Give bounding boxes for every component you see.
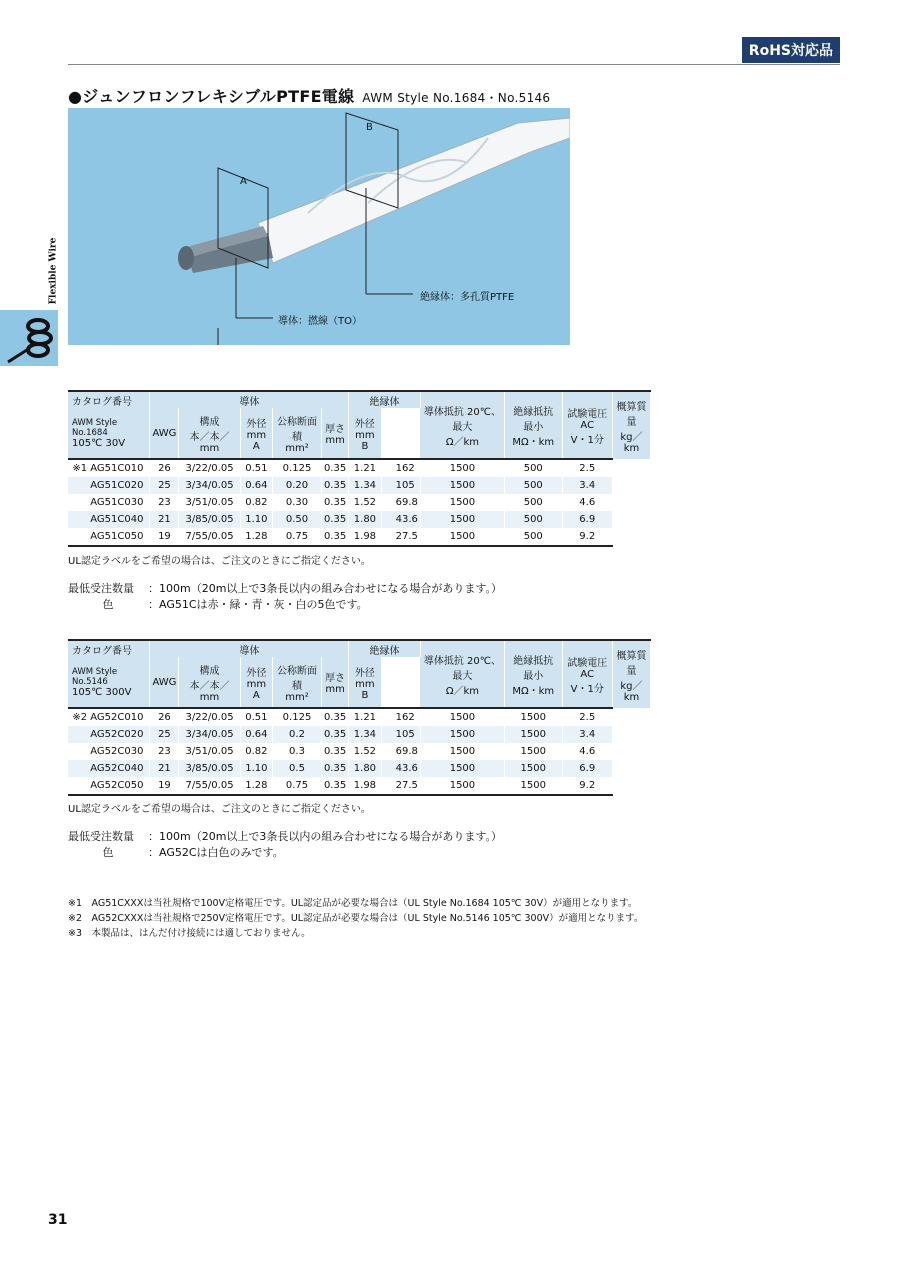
cell-ins: 1500 <box>420 494 504 511</box>
cell-awg: 23 <box>150 494 179 511</box>
cell-volt: 1500 <box>504 777 562 795</box>
cell-awg: 21 <box>150 511 179 528</box>
cell-ins: 1500 <box>420 528 504 546</box>
cell-constr: 3/22/0.05 <box>179 708 240 726</box>
header-od2: 外径 mm B <box>349 657 381 708</box>
cell-ins: 1500 <box>420 511 504 528</box>
header-awg: AWG <box>150 408 179 459</box>
cell-volt: 500 <box>504 528 562 546</box>
header-resistance: 導体抵抗 20℃、最大 Ω／km <box>420 391 504 459</box>
header-od: 外径 mm A <box>240 657 272 708</box>
cell-od: 0.82 <box>240 743 272 760</box>
cell-cat: AG51C030 <box>68 494 150 511</box>
cell-mass: 2.5 <box>562 459 612 477</box>
header-catalog: カタログ番号 <box>68 640 150 657</box>
cell-mass: 3.4 <box>562 726 612 743</box>
header-resistance: 導体抵抗 20℃、最大 Ω／km <box>420 640 504 708</box>
table-row <box>68 708 651 726</box>
cell-constr: 3/85/0.05 <box>179 511 240 528</box>
cell-volt: 1500 <box>504 760 562 777</box>
page-number: 31 <box>48 1212 68 1228</box>
cell-res: 162 <box>381 708 420 726</box>
cell-thick: 0.35 <box>321 760 348 777</box>
header-catalog: カタログ番号 <box>68 391 150 408</box>
cell-volt: 1500 <box>504 726 562 743</box>
cell-mass: 9.2 <box>562 528 612 546</box>
cell-res: 162 <box>381 459 420 477</box>
cell-constr: 3/85/0.05 <box>179 760 240 777</box>
cell-volt: 500 <box>504 459 562 477</box>
cell-awg: 26 <box>150 708 179 726</box>
cell-volt: 1500 <box>504 708 562 726</box>
cell-thick: 0.35 <box>321 708 348 726</box>
cell-awg: 23 <box>150 743 179 760</box>
color-value: ：AG52Cは白色のみです。 <box>148 846 284 859</box>
cell-od: 0.51 <box>240 708 272 726</box>
cell-res: 105 <box>381 477 420 494</box>
table-row <box>68 477 651 494</box>
header-thickness: 厚さ mm <box>321 657 348 708</box>
footnotes <box>68 896 643 941</box>
cell-constr: 7/55/0.05 <box>179 777 240 795</box>
cell-thick: 0.35 <box>321 726 348 743</box>
wire-illustration <box>68 108 570 345</box>
header-insulation: 絶縁体 <box>349 640 421 657</box>
min-order-value: ：100m（20m以上で3条長以内の組み合わせになる場合があります。） <box>148 582 503 595</box>
cell-constr: 3/51/0.05 <box>179 494 240 511</box>
cell-thick: 0.35 <box>321 777 348 795</box>
cell-constr: 3/34/0.05 <box>179 726 240 743</box>
cell-volt: 500 <box>504 511 562 528</box>
cell-thick: 0.35 <box>321 528 348 546</box>
color-label: 色 <box>102 598 114 611</box>
cell-ins: 1500 <box>420 726 504 743</box>
header-rule <box>68 64 840 65</box>
cell-thick: 0.35 <box>321 477 348 494</box>
header-insulation: 絶縁体 <box>349 391 421 408</box>
cell-res: 69.8 <box>381 743 420 760</box>
cell-ins: 1500 <box>420 760 504 777</box>
footnote-2: ※2 AG52CXXXは当社規格で250V定格電圧です。UL認定品が必要な場合は（UL Style No.5146 105℃ 300V）が適用となります。 <box>68 913 644 924</box>
cell-area: 0.20 <box>273 477 322 494</box>
spec-table-1684 <box>68 390 651 547</box>
cell-od: 0.64 <box>240 726 272 743</box>
header-test-v: 試験電圧 AC V・1分 <box>562 640 612 708</box>
cell-od2: 1.34 <box>349 726 381 743</box>
cell-mass: 9.2 <box>562 777 612 795</box>
header-mass: 概算質量 kg／km <box>612 640 650 708</box>
cell-od2: 1.34 <box>349 477 381 494</box>
header-area: 公称断面積 mm² <box>273 408 322 459</box>
table-row <box>68 760 651 777</box>
cell-thick: 0.35 <box>321 511 348 528</box>
ul-note-1: UL認定ラベルをご希望の場合は、ご注文のときにご指定ください。 <box>68 556 371 567</box>
cell-od: 1.28 <box>240 528 272 546</box>
cell-mass: 4.6 <box>562 743 612 760</box>
insulation-label: 絶縁体：多孔質PTFE <box>420 292 515 303</box>
cell-volt: 1500 <box>504 743 562 760</box>
cell-res: 27.5 <box>381 777 420 795</box>
color-value: ：AG51Cは赤・緑・青・灰・白の5色です。 <box>148 598 368 611</box>
table-row <box>68 528 651 546</box>
cell-area: 0.5 <box>273 760 322 777</box>
cell-awg: 25 <box>150 726 179 743</box>
cell-res: 27.5 <box>381 528 420 546</box>
cell-awg: 19 <box>150 777 179 795</box>
header-ins-res: 絶縁抵抗 最小 MΩ・km <box>504 640 562 708</box>
table-row <box>68 494 651 511</box>
header-construction: 構成 本／本／mm <box>179 408 240 459</box>
conductor-label: 導体：撚線（TO） <box>278 316 362 327</box>
table-row <box>68 511 651 528</box>
cell-ins: 1500 <box>420 459 504 477</box>
title-main: ●ジュンフロンフレキシブルPTFE電線 <box>68 87 355 106</box>
cell-area: 0.75 <box>273 528 322 546</box>
cell-od: 0.82 <box>240 494 272 511</box>
cell-constr: 3/34/0.05 <box>179 477 240 494</box>
wire-coil-icon <box>0 310 58 366</box>
cell-mass: 6.9 <box>562 760 612 777</box>
order-info-2 <box>68 829 502 861</box>
footnote-1: ※1 AG51CXXXは当社規格で100V定格電圧です。UL認定品が必要な場合は（UL Style No.1684 105℃ 30V）が適用となります。 <box>68 898 638 909</box>
header-od2: 外径 mm B <box>349 408 381 459</box>
cell-mass: 4.6 <box>562 494 612 511</box>
order-info-1 <box>68 581 502 613</box>
cell-cat: AG51C040 <box>68 511 150 528</box>
cell-od2: 1.80 <box>349 760 381 777</box>
cell-ins: 1500 <box>420 477 504 494</box>
cell-area: 0.75 <box>273 777 322 795</box>
cell-od2: 1.98 <box>349 777 381 795</box>
spec-table-5146 <box>68 639 651 796</box>
ul-note-2: UL認定ラベルをご希望の場合は、ご注文のときにご指定ください。 <box>68 804 371 815</box>
cell-thick: 0.35 <box>321 459 348 477</box>
header-thickness: 厚さ mm <box>321 408 348 459</box>
cell-constr: 7/55/0.05 <box>179 528 240 546</box>
header-mass: 概算質量 kg／km <box>612 391 650 459</box>
table-row <box>68 777 651 795</box>
header-style: AWM Style No.1684 105℃ 30V <box>68 408 150 459</box>
cell-cat: ※1 AG51C010 <box>68 459 150 477</box>
cell-area: 0.2 <box>273 726 322 743</box>
cell-mass: 2.5 <box>562 708 612 726</box>
cell-thick: 0.35 <box>321 743 348 760</box>
cell-area: 0.50 <box>273 511 322 528</box>
color-label: 色 <box>102 846 114 859</box>
side-tab-label: Flexible Wire <box>48 237 59 305</box>
cell-res: 69.8 <box>381 494 420 511</box>
cell-ins: 1500 <box>420 708 504 726</box>
header-ins-res: 絶縁抵抗 最小 MΩ・km <box>504 391 562 459</box>
table-row <box>68 459 651 477</box>
cell-od2: 1.52 <box>349 743 381 760</box>
cell-area: 0.30 <box>273 494 322 511</box>
cell-constr: 3/51/0.05 <box>179 743 240 760</box>
cell-res: 43.6 <box>381 760 420 777</box>
header-awg: AWG <box>150 657 179 708</box>
cell-thick: 0.35 <box>321 494 348 511</box>
header-style: AWM Style No.5146 105℃ 300V <box>68 657 150 708</box>
cell-cat: AG51C050 <box>68 528 150 546</box>
cell-volt: 500 <box>504 477 562 494</box>
cell-ins: 1500 <box>420 777 504 795</box>
header-test-v: 試験電圧 AC V・1分 <box>562 391 612 459</box>
cell-awg: 25 <box>150 477 179 494</box>
label-b: B <box>366 122 373 133</box>
min-order-value: ：100m（20m以上で3条長以内の組み合わせになる場合があります。） <box>148 830 503 843</box>
header-construction: 構成 本／本／mm <box>179 657 240 708</box>
side-tab <box>40 236 62 306</box>
cell-ins: 1500 <box>420 743 504 760</box>
cell-cat: AG51C020 <box>68 477 150 494</box>
cell-od: 1.28 <box>240 777 272 795</box>
cell-awg: 26 <box>150 459 179 477</box>
cell-od2: 1.52 <box>349 494 381 511</box>
cell-area: 0.125 <box>273 459 322 477</box>
cell-cat: AG52C040 <box>68 760 150 777</box>
cell-od2: 1.21 <box>349 459 381 477</box>
cell-od: 1.10 <box>240 511 272 528</box>
header-conductor: 導体 <box>150 391 349 408</box>
cell-res: 105 <box>381 726 420 743</box>
label-a: A <box>240 176 247 187</box>
cell-area: 0.3 <box>273 743 322 760</box>
cell-od: 0.64 <box>240 477 272 494</box>
cell-mass: 3.4 <box>562 477 612 494</box>
min-order-label: 最低受注数量 <box>68 582 134 595</box>
cell-od: 0.51 <box>240 459 272 477</box>
cell-cat: AG52C050 <box>68 777 150 795</box>
page-title <box>68 84 550 107</box>
min-order-label: 最低受注数量 <box>68 830 134 843</box>
cell-od: 1.10 <box>240 760 272 777</box>
cell-res: 43.6 <box>381 511 420 528</box>
cell-awg: 19 <box>150 528 179 546</box>
cell-cat: AG52C030 <box>68 743 150 760</box>
cell-mass: 6.9 <box>562 511 612 528</box>
cell-od2: 1.98 <box>349 528 381 546</box>
footnote-3: ※3 本製品は、はんだ付け接続には適しておりません。 <box>68 928 311 939</box>
table-row <box>68 743 651 760</box>
rohs-badge: RoHS対応品 <box>742 37 840 63</box>
cell-volt: 500 <box>504 494 562 511</box>
cell-od2: 1.21 <box>349 708 381 726</box>
cell-area: 0.125 <box>273 708 322 726</box>
table-row <box>68 726 651 743</box>
title-sub: AWM Style No.1684・No.5146 <box>362 91 551 105</box>
cell-constr: 3/22/0.05 <box>179 459 240 477</box>
header-conductor: 導体 <box>150 640 349 657</box>
header-od: 外径 mm A <box>240 408 272 459</box>
cell-awg: 21 <box>150 760 179 777</box>
header-area: 公称断面積 mm² <box>273 657 322 708</box>
cell-od2: 1.80 <box>349 511 381 528</box>
cell-cat: ※2 AG52C010 <box>68 708 150 726</box>
cell-cat: AG52C020 <box>68 726 150 743</box>
